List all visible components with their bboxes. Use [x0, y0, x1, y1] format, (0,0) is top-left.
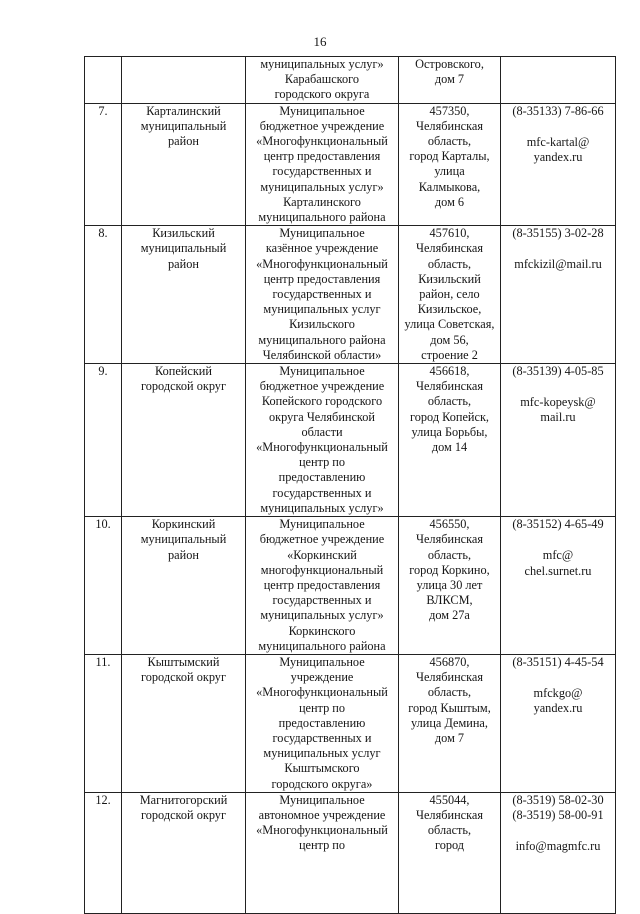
organization-line: центр по — [298, 700, 346, 715]
contacts-cell — [501, 364, 616, 517]
address-line: 455044, — [429, 792, 470, 807]
address-cell — [399, 517, 501, 655]
municipality-line: Копейский — [155, 364, 212, 379]
organization-line: Кыштымского — [284, 761, 360, 776]
organization-line: Кизильского — [289, 317, 355, 332]
page-number: 16 — [313, 34, 327, 49]
row-number: 9. — [98, 364, 108, 379]
organization-line: государственных и — [272, 287, 372, 302]
address-line: Челябинская — [415, 379, 484, 394]
address-line: улица — [434, 164, 465, 179]
address-line: дом 56, — [430, 332, 469, 347]
address-line: Челябинская — [415, 532, 484, 547]
municipality-line: район — [168, 256, 199, 271]
phone-number: (8-35151) 4-45-54 — [512, 654, 604, 669]
organization-line: Копейского городского — [261, 394, 383, 409]
address-line: город Карталы, — [409, 149, 490, 164]
municipality-cell — [122, 364, 246, 517]
organization-line: центр по — [298, 455, 346, 470]
organization-line: предоставлению — [278, 715, 366, 730]
phone-number: (8-3519) 58-02-30 — [512, 792, 604, 807]
organization-line: «Многофункциональный — [256, 134, 388, 149]
address-line: 456870, — [429, 654, 470, 669]
organization-line: Челябинской области» — [262, 347, 382, 362]
address-line: область, — [427, 685, 472, 700]
organization-line: казённое учреждение — [265, 241, 379, 256]
address-line: строение 2 — [421, 347, 478, 362]
address-cell — [399, 364, 501, 517]
organization-line: Коркинского — [288, 623, 356, 638]
municipality-line: муниципальный — [140, 241, 227, 256]
phone-number: (8-3519) 58-00-91 — [512, 807, 604, 822]
table-row — [85, 792, 616, 913]
email-line: mfc-kopeysk@ — [520, 395, 596, 410]
organization-line: Муниципальное — [279, 654, 365, 669]
contacts-cell — [501, 517, 616, 655]
row-number-cell — [85, 103, 122, 226]
organization-line: центр предоставления — [263, 149, 381, 164]
email-line: mfc-kartal@ — [526, 134, 590, 149]
address-line: Челябинская — [415, 807, 484, 822]
organization-line: муниципального района — [258, 638, 386, 653]
address-line: область, — [427, 394, 472, 409]
municipality-line: Магнитогорский — [139, 792, 228, 807]
municipality-line: Кизильский — [152, 226, 215, 241]
row-number-cell — [85, 654, 122, 792]
organization-line: муниципального района — [258, 210, 386, 225]
table-row — [85, 364, 616, 517]
organization-line: муниципальных услуг» — [260, 608, 384, 623]
address-line: улица Советская, — [404, 317, 495, 332]
organization-line: бюджетное учреждение — [259, 532, 385, 547]
address-line: дом 6 — [434, 194, 465, 209]
organization-cell — [246, 364, 399, 517]
municipality-line: городской округ — [141, 807, 226, 822]
organization-line: Карталинского — [283, 194, 361, 209]
address-line: район, село — [419, 287, 480, 302]
email-line: chel.surnet.ru — [524, 563, 592, 578]
email-line: mfckizil@mail.ru — [514, 257, 602, 272]
email-line: yandex.ru — [533, 150, 583, 165]
organization-line: городского округа» — [271, 776, 373, 791]
organization-line: государственных и — [272, 730, 372, 745]
contacts-cell — [501, 103, 616, 226]
row-number: 12. — [95, 792, 111, 807]
contacts-cell — [501, 57, 616, 104]
email-line: mfc@ — [542, 548, 574, 563]
organization-cell — [246, 57, 399, 104]
organization-line: многофункциональный — [260, 562, 384, 577]
organization-line: «Многофункциональный — [256, 256, 388, 271]
organization-line: «Коркинский — [287, 547, 357, 562]
address-line: Кизильское, — [417, 302, 482, 317]
phone-number: (8-35152) 4-65-49 — [512, 517, 604, 532]
organization-line: «Многофункциональный — [256, 440, 388, 455]
organization-line: муниципальных услуг» — [260, 57, 384, 71]
organization-line: муниципальных услуг — [263, 302, 381, 317]
municipality-cell — [122, 103, 246, 226]
address-line: Калмыкова, — [418, 179, 481, 194]
row-number-cell — [85, 517, 122, 655]
address-line: 457350, — [429, 103, 470, 118]
address-line: область, — [427, 823, 472, 838]
address-line: Челябинская — [415, 118, 484, 133]
municipality-line: Коркинский — [151, 517, 216, 532]
address-line: Островского, — [415, 57, 484, 71]
organization-line: центр предоставления — [263, 271, 381, 286]
contacts-cell — [501, 654, 616, 792]
row-number-cell — [85, 57, 122, 104]
organization-line: государственных и — [272, 593, 372, 608]
email-line: mfckgo@ — [533, 686, 583, 701]
address-cell — [399, 226, 501, 364]
municipality-cell — [122, 654, 246, 792]
organization-line: Муниципальное — [279, 364, 365, 379]
address-line: улица Демина, — [411, 715, 488, 730]
organization-line: государственных и — [272, 164, 372, 179]
email-line: info@magmfc.ru — [515, 839, 601, 854]
municipality-line: Кыштымский — [147, 654, 220, 669]
row-number: 10. — [95, 517, 111, 532]
contacts-cell — [501, 226, 616, 364]
address-line: город Коркино, — [409, 562, 490, 577]
phone-number: (8-35139) 4-05-85 — [512, 364, 604, 379]
address-line: 456550, — [429, 517, 470, 532]
organization-line: бюджетное учреждение — [259, 118, 385, 133]
organization-line: области — [301, 424, 343, 439]
email-line: mail.ru — [540, 410, 576, 425]
organization-line: Муниципальное — [279, 792, 365, 807]
address-line: улица 30 лет — [416, 577, 483, 592]
municipality-line: муниципальный — [140, 532, 227, 547]
address-line: 456618, — [429, 364, 470, 379]
address-cell — [399, 103, 501, 226]
organization-cell — [246, 517, 399, 655]
row-number-cell — [85, 226, 122, 364]
municipality-line: городской округ — [141, 670, 226, 685]
organization-line: автономное учреждение — [258, 807, 386, 822]
address-cell — [399, 792, 501, 913]
organization-cell — [246, 103, 399, 226]
organization-line: государственных и — [272, 485, 372, 500]
organization-line: Муниципальное — [279, 103, 365, 118]
row-number: 8. — [98, 226, 108, 241]
address-line: область, — [427, 256, 472, 271]
table-row — [85, 226, 616, 364]
address-cell — [399, 57, 501, 104]
municipality-cell — [122, 517, 246, 655]
table-row — [85, 57, 616, 104]
organization-cell — [246, 226, 399, 364]
municipality-cell — [122, 57, 246, 104]
organization-line: учреждение — [290, 670, 354, 685]
organization-line: «Многофункциональный — [256, 823, 388, 838]
organization-line: предоставлению — [278, 470, 366, 485]
address-line: Кизильский — [418, 271, 481, 286]
address-line: дом 7 — [434, 730, 465, 745]
address-line: область, — [427, 547, 472, 562]
row-number: 11. — [95, 654, 111, 669]
organization-line: Муниципальное — [279, 517, 365, 532]
municipality-cell — [122, 792, 246, 913]
organization-line: центр по — [298, 838, 346, 853]
address-line: дом 27а — [429, 608, 470, 623]
municipality-line: муниципальный — [140, 118, 227, 133]
municipality-line: район — [168, 547, 199, 562]
organization-cell — [246, 792, 399, 913]
address-line: улица Борьбы, — [411, 424, 488, 439]
municipality-cell — [122, 226, 246, 364]
municipality-line: район — [168, 134, 199, 149]
organization-line: муниципальных услуг» — [260, 500, 384, 515]
table-row — [85, 517, 616, 655]
organization-line: городского округа — [274, 87, 370, 102]
mfc-registry-table — [84, 56, 616, 914]
address-line: ВЛКСМ, — [426, 593, 473, 608]
organization-line: округа Челябинской — [268, 409, 376, 424]
phone-number: (8-35133) 7-86-66 — [512, 103, 604, 118]
row-number-cell — [85, 364, 122, 517]
municipality-line: Карталинский — [146, 103, 221, 118]
address-cell — [399, 654, 501, 792]
organization-line: центр предоставления — [263, 577, 381, 592]
table-row — [85, 654, 616, 792]
organization-line: «Многофункциональный — [256, 685, 388, 700]
organization-line: бюджетное учреждение — [259, 379, 385, 394]
email-line: yandex.ru — [533, 701, 583, 716]
organization-line: Карабашского — [284, 72, 360, 87]
organization-line: муниципальных услуг — [263, 746, 381, 761]
phone-number: (8-35155) 3-02-28 — [512, 226, 604, 241]
organization-line: муниципального района — [258, 332, 386, 347]
address-line: дом 14 — [431, 440, 468, 455]
address-line: город Копейск, — [409, 409, 490, 424]
address-line: область, — [427, 134, 472, 149]
organization-cell — [246, 654, 399, 792]
row-number-cell — [85, 792, 122, 913]
organization-line: муниципальных услуг» — [260, 179, 384, 194]
address-line: Челябинская — [415, 241, 484, 256]
municipality-line: городской округ — [141, 379, 226, 394]
address-line: город Кыштым, — [408, 700, 491, 715]
address-line: город — [434, 838, 465, 853]
address-line: дом 7 — [434, 72, 465, 87]
address-line: 457610, — [429, 226, 470, 241]
row-number: 7. — [98, 103, 108, 118]
contacts-cell — [501, 792, 616, 913]
address-line: Челябинская — [415, 670, 484, 685]
organization-line: Муниципальное — [279, 226, 365, 241]
table-row — [85, 103, 616, 226]
